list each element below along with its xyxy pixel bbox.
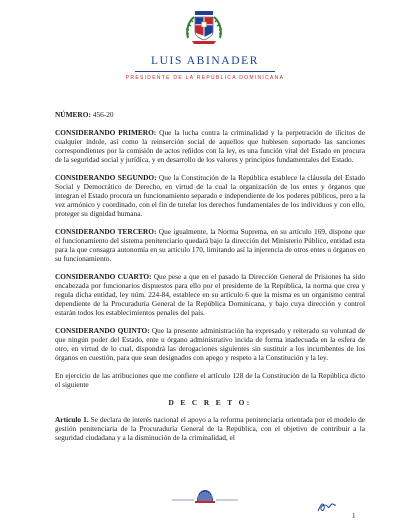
- considerando-paragraph: [55, 128, 365, 164]
- article-text: Se declara de interés nacional el apoyo a la reforma penitenciaria orientada por el modelo de gestión penitenciaria de la Procuraduría General de la República, con el objetivo de contribuir a la seguridad ciudadana y a la disminución de la criminalidad, el: [55, 415, 365, 443]
- page-number: 1: [352, 512, 356, 520]
- considerando-paragraph: [55, 326, 365, 362]
- considerando-text: Que igualmente, la Norma Suprema, en su artículo 169, dispone que el funcionamiento del sistema penitenciario quedará bajo la dirección del Ministerio Público, entidad esta para la que consagra autonomía en su artículo 170, limitando así la injerencia de otros entes u órganos en su funcionamiento.: [55, 226, 365, 263]
- considerando-text: Que pese a que en el pasado la Dirección General de Prisiones ha sido encabezada por funcionarios dispuestos para ello por el presidente de la República, la norma que crea y regula dicha entidad, ley núm. 224-84, establece en su artículo 6 que la misma es un organismo central dependiente de la Procuraduría General de la República Dominicana, y bajo cuya dirección y control estarán todos los establecimientos penales del país.: [55, 271, 365, 318]
- article-label: Artículo 1.: [55, 415, 89, 425]
- president-name: LUIS ABINADER: [150, 55, 259, 67]
- considerando-label: CONSIDERANDO PRIMERO:: [55, 127, 157, 137]
- preamble: En ejercicio de las atribuciones que me confiere el artículo 128 de la Constitución de la República dicto el siguiente: [55, 370, 365, 389]
- decree-body: [55, 110, 365, 451]
- considerando-text: Que la Constitución de la República establece la cláusula del Estado Social y Democrático de Derecho, en virtud de la cual la organización de los entes y órganos que integran el Estado procura un funcionamiento separado e independiente de los poderes públicos, pero a la vez armónico y coordinado, con el fin de tutelar los derechos fundamentales de los individuos y con ello, proteger su dignidad humana.: [55, 172, 365, 219]
- considerando-text: Que la presente administración ha expresado y reiterado su voluntad de que ningún poder del Estado, ente u órgano administrativo incida de forma inadecuada en la esfera de otro, en virtud de lo cual, dispondrá las derogaciones siguientes sin sustituir a los incumbentes de los órganos en cuestión, para que sean designados con apego y respeto a la Constitución y la ley.: [55, 325, 365, 363]
- decreto-heading: D E C R E T O:: [168, 397, 252, 407]
- considerando-label: CONSIDERANDO TERCERO:: [55, 226, 157, 236]
- considerando-label: CONSIDERANDO SEGUNDO:: [55, 172, 157, 182]
- president-title: PRESIDENTE DE LA REPÚBLICA DOMINICANA: [125, 75, 285, 81]
- considerando-label: CONSIDERANDO CUARTO:: [55, 271, 152, 281]
- handwritten-signature-icon: [316, 500, 338, 514]
- header-divider: [135, 71, 275, 72]
- article-paragraph: [55, 415, 365, 442]
- number-value: 456-20: [92, 110, 114, 119]
- presidential-footer-seal-icon: [172, 487, 238, 505]
- considerando-paragraph: [55, 173, 365, 218]
- considerando-label: CONSIDERANDO QUINTO:: [55, 325, 150, 335]
- decree-number: [55, 110, 365, 119]
- number-label: NÚMERO:: [55, 110, 91, 119]
- considerando-text: Que la lucha contra la criminalidad y la perpetración de ilícitos de cualquier índole, así como la reinserción social de aquellos que hubiesen soportado las sanciones correspondientes por la comisión de actos reñidos con la ley, es una función vital del Estado en procura de la seguridad social y jurídica, y en desarrollo de los valores y principios fundamentales del Estado.: [55, 127, 365, 164]
- considerando-paragraph: [55, 272, 365, 317]
- dominican-coat-of-arms-icon: [180, 8, 228, 46]
- considerando-paragraph: [55, 227, 365, 263]
